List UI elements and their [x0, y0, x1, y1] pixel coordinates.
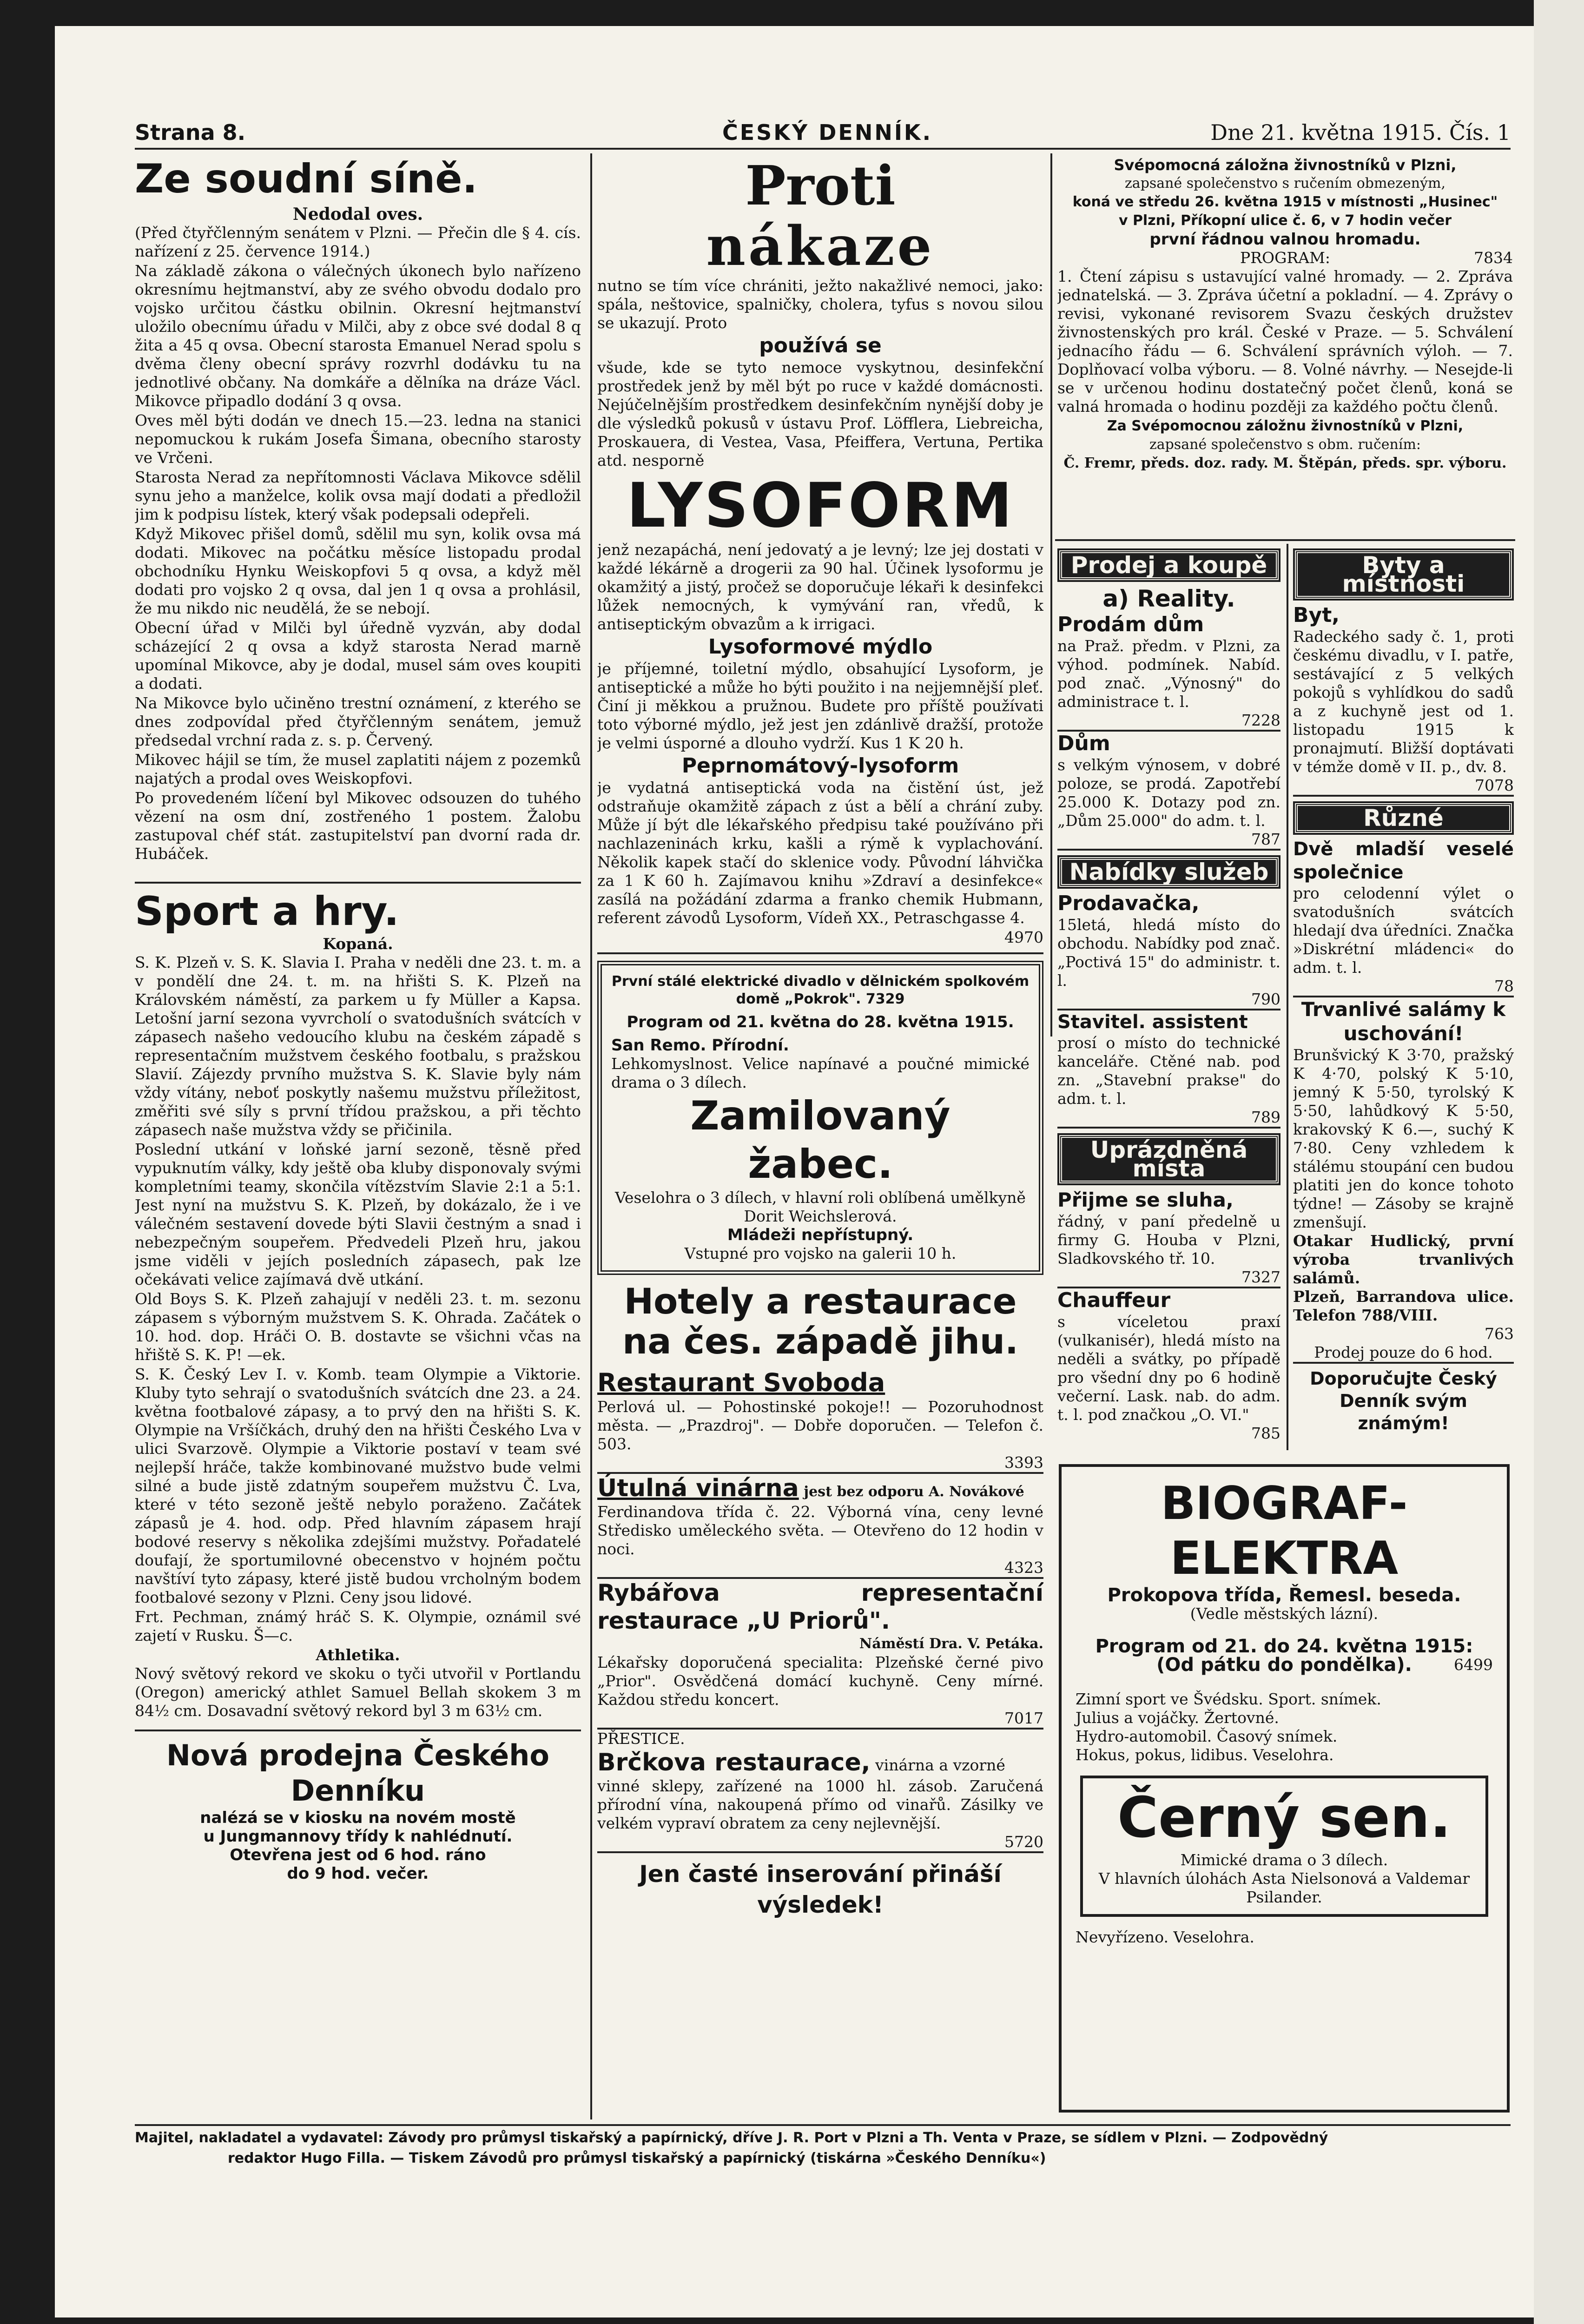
restaurant-name: Útulná vinárna	[597, 1474, 799, 1502]
ad-code: 785	[1251, 1424, 1280, 1442]
ad-subhead: Lysoformové mýdlo	[708, 635, 933, 659]
restaurant-owner: jest bez odporu A. Novákové	[804, 1484, 1024, 1500]
ad-subhead: Peprnomátový-lysoform	[681, 754, 959, 778]
restaurant-ad	[597, 1368, 1043, 1474]
biograf-days-row	[1076, 1656, 1493, 1674]
article-paragraph: Po provedeném líčení byl Mikovec odsouzen do tuhého vězení na osm dní, zostřeného 1 postem. Žalobu zastupoval chéf stát. zastupitelství pan dvorní rada dr. Hubáček.	[135, 789, 581, 863]
ad-subhead: používá se	[759, 334, 882, 357]
category-nabidky: Nabídky služeb	[1059, 857, 1279, 887]
biograf-item: Nevyřízeno. Veselohra.	[1076, 1928, 1254, 1946]
ad-code: 7078	[1475, 776, 1514, 794]
cinema-title: Zamilovaný žabec.	[690, 1093, 950, 1188]
article-paragraph: Mikovec hájil se tím, že musel zaplatiti nájem z pozemků najatých a prodal oves Weiskopfovi.	[135, 751, 581, 787]
masthead-title: ČESKÝ DENNÍK.	[722, 120, 933, 145]
imprint-line: Majitel, nakladatel a vydavatel: Závody pro průmysl tiskařský a papírnický, dříve J. R. Port v Plzni a Th. Venta v Praze, se sídlem v Plzni. — Zodpovědný	[135, 2130, 1328, 2146]
column-rule	[1050, 153, 1052, 1037]
ad-code: 7327	[1241, 1268, 1280, 1286]
kiosk-ad-line: do 9 hod. večer.	[287, 1864, 429, 1883]
column-rule	[590, 153, 592, 2119]
article-paragraph: Obecní úřad v Milči byl úředně vyzván, aby dodal scházející 2 q ovsa a když starosta Nerad marně upomínal Mikovce, aby je dodal, musel sám oves koupiti a dodati.	[135, 619, 581, 693]
feature-film-title: Černý sen.	[1117, 1786, 1451, 1850]
ad-code: 789	[1251, 1108, 1280, 1126]
article-paragraph: (Před čtyřčlenným senátem v Plzni. — Přečin dle § 4. cís. nařízení z 25. července 1914.)	[135, 224, 581, 260]
biograf-item: Julius a vojáčky. Žertovné.	[1076, 1709, 1279, 1727]
sport-section-title: Sport a hry.	[135, 888, 399, 935]
classified-text: Brunšvický K 3·70, pražský K 4·70, polský K 5·10, jemný K 5·50, tyrolský K 5·50, lahůdkový K 5·50, krakovský K 6.—, suchý K 7·80. Ceny vzhledem k stálému stoupání cen budou platiti jen do konce tohoto týdne! — Zásoby se krajně zmenšují.	[1293, 1046, 1514, 1231]
notice-line: v Plzni, Příkopní ulice č. 6, v 7 hodin večer	[1118, 212, 1452, 229]
section-divider	[597, 952, 1043, 954]
issue-date: Dne 21. května 1915. Čís. 1	[1210, 120, 1511, 145]
cinema-head: První stálé elektrické divadlo v dělnickém spolkovém domě „Pokrok". 7329	[611, 973, 1030, 1007]
biograf-address: Prokopova třída, Řemesl. beseda.	[1107, 1585, 1461, 1606]
ad-text: všude, kde se tyto nemoce vyskytnou, desinfekční prostředek jenž by měl být po ruce v každé domácnosti. Nejúčelnějším prostředkem desinfekčním nynější doby je dle výsledků pokusů v ústavu Prof. Löfflera, Liebreicha, Proskauera, di Vestea, Vasa, Pfeiffera, Vertuna, Pertika atd. nesporně	[597, 358, 1043, 469]
ad-code: 78	[1494, 977, 1514, 995]
cinema-desc: Veselohra o 3 dílech, v hlavní roli oblíbená umělkyně Dorit Weichslerová.	[615, 1188, 1026, 1225]
restaurant-text: Lékařsky doporučená specialita: Plzeňské černé pivo „Prior". Osvědčená domácí kuchyně. Ceny mírné. Každou středu koncert.	[597, 1653, 1043, 1709]
classified-text: s víceletou praxí (vulkanisér), hledá místo na neděli a svátky, po případě pro všední dny po 6 hodině večerní. Lask. nab. do adm. t. l. pod značkou „O. VI."	[1057, 1313, 1280, 1424]
biograf-title: BIOGRAF-ELEKTRA	[1161, 1477, 1408, 1585]
classified-address: Plzeň, Barrandova ulice. Telefon 788/VIII.	[1293, 1287, 1514, 1324]
imprint-line: redaktor Hugo Filla. — Tiskem Závodů pro průmysl tiskařský a papírnický (tiskárna »Českého Denníku«)	[228, 2150, 1046, 2166]
restaurant-text: vinné sklepy, zařízené na 1000 hl. zásob. Zaručená přírodní vína, nakoupená přímo od vinařů. Zásilky ve velkém vypraví obratem za ceny nejlevnější.	[597, 1777, 1043, 1832]
classified-head: Trvanlivé salámy k uschování!	[1301, 998, 1506, 1045]
footer-rule	[135, 2124, 1511, 2126]
sport-paragraph: Frt. Pechman, známý hráč S. K. Olympie, oznámil své zajetí v Rusku. Š—c.	[135, 1608, 581, 1644]
restaurant-ad	[597, 1730, 1043, 1853]
notice-line: koná ve středu 26. května 1915 v místnosti „Husinec"	[1072, 194, 1498, 210]
article-paragraph: Na základě zákona o válečných úkonech bylo nařízeno okresnímu hejtmanství, aby ze svého obvodu dodalo pro vojsko určitou částku obilnin. Okresní hejtmanství uložilo obecnímu úřadu v Milči, aby z obce své dodal 8 q žita a 45 q ovsa. Obecní starosta Emanuel Nerad spolu s dvěma členy obecní správy rozvrhl dodávku tu na jednotlivé občany. Na domkáře a dělníka na dráze Václ. Mikovce připadlo dodání 3 q ovsa.	[135, 262, 581, 410]
article-paragraph: Oves měl býti dodán ve dnech 15.—23. ledna na stanici nepomuckou k rukám Josefa Šimana, obecního starosty ve Vrčeni.	[135, 411, 581, 467]
ad-code: 7834	[1474, 249, 1513, 267]
ad-code: 5720	[1004, 1833, 1043, 1851]
category-ruzne: Různé	[1295, 803, 1512, 833]
kiosk-ad-title: Nová prodejna Českého Denníku	[166, 1738, 549, 1808]
ad-code: 763	[1485, 1325, 1514, 1343]
cinema-program: Program od 21. května do 28. května 1915.	[627, 1013, 1014, 1031]
cinema-item: San Remo. Přírodní.	[611, 1036, 789, 1055]
notice-sign: Za Svépomocnou záložnu živnostníků v Plzni,	[1107, 418, 1464, 434]
adjacent-page-edge	[1534, 0, 1584, 2324]
column-1	[135, 156, 581, 2122]
category-uprazdnena: Uprázdněná místa	[1059, 1135, 1279, 1183]
section-title: Ze soudní síně.	[135, 156, 478, 202]
feature-film-desc: Mimické drama o 3 dílech.	[1180, 1851, 1388, 1869]
restaurant-text: Ferdinandova třída č. 22. Výborná vína, ceny levné Středisko uměleckého světa. — Otevřeno do 12 hodin v noci.	[597, 1503, 1043, 1558]
program-text: 1. Čtení zápisu s ustavující valné hromady. — 2. Zpráva jednatelská. — 3. Zpráva účetní a pokladní. — 4. Zprávy o revisi, vykonané revisorem Svazu českých družstev živnostenských pro král. České v Praze. — 5. Schválení jednacího řádu — 6. Schválení správních výloh. — 7. Doplňovací volba výboru. — 8. Volné návrhy. — Nesejde-li se v určenou hodinu dostatečný počet členů, koná se valná hromada o hodinu později za každého počtu členů.	[1057, 267, 1513, 416]
ad-code: 4970	[1004, 928, 1043, 946]
classified-text: řádný, v paní předelně u firmy G. Houba v Plzni, Sladkovského tř. 10.	[1057, 1212, 1280, 1268]
restaurant-name: Restaurant Svoboda	[597, 1368, 885, 1397]
classified-firm: Otakar Hudlický, první výroba trvanlivých salámů.	[1293, 1232, 1514, 1287]
ad-code: 790	[1251, 990, 1280, 1008]
header-rule	[135, 148, 1511, 150]
article-title: Nedodal oves.	[292, 205, 423, 224]
ad-text: je vydatná antiseptická voda na čistění úst, jež odstraňuje okamžitě zápach z úst a bělí a chrání zuby. Může jí být dle lékařského předpisu také používáno při nachlazeninách krku, kašli a rýmě k vyplachování. Několik kapek stačí do sklenice vody. Původní láhvička za 1 K 60 h. Zajímavou knihu »Zdraví a desinfekce« zasílá na požádání zdarma a franko chemik Hubmann, referent závodů Lysoform, Vídeň XX., Petraschgasse 4.	[597, 779, 1043, 927]
sport-paragraph: S. K. Český Lev I. v. Komb. team Olympie a Viktorie. Kluby tyto sehrají o svatodušních svátcích dne 23. a 24. května footbalové zápasy, a to prvý den na hřišti S. K. Olympie na Vršíčkách, druhý den na hřišti Českého Lva v ulici Svarzově. Olympie a Viktorie postaví v team své nejlepší hráče, takže kombinované mužstvo bude velmi silné a bude jistě zdatným soupeřem mužstvu Č. Lva, které v této sezoně ještě nebylo poraženo. Začátek zápasů je 4. hod. odp. Před hlavním zápasem hrají bodové reservy s několika zdejšími mužstvy. Pořadatelé doufají, že sportumilovné obecenstvo v hojném počtu navštíví tyto zápasy, které jistě budou vrcholným bodem footbalové sezony v Plzni. Ceny jsou lidové.	[135, 1365, 581, 1606]
classified-head: Prodám dům	[1057, 613, 1204, 636]
cinema-ad	[597, 961, 1043, 1275]
notice-sign: Č. Fremr, předs. doz. rady. M. Štěpán, předs. spr. výboru.	[1063, 455, 1507, 471]
biograf-item: Hydro-automobil. Časový snímek.	[1076, 1727, 1338, 1745]
hotels-title: Hotely a restaurace na čes. západě jihu.	[622, 1281, 1018, 1362]
classified-head: Stavitel. assistent	[1057, 1011, 1248, 1033]
classified-head: Prodavačka,	[1057, 891, 1200, 915]
sport-paragraph: Nový světový rekord ve skoku o tyči utvořil v Portlandu (Oregon) americký athlet Samuel Bellah skokem 3 m 84½ cm. Dosavadní světový rekord byl 3 m 63½ cm.	[135, 1664, 581, 1720]
restaurant-text: Perlová ul. — Pohostinské pokoje!! — Pozoruhodnost města. — „Prazdroj". — Dobře doporučen. — Telefon č. 503.	[597, 1398, 1043, 1453]
ad-text: jenž nezapáchá, není jedovatý a je levný; lze jej dostati v každé lékárně a drogerii za 90 hal. Účinek lysoformu je okamžitý a jistý, pročež se doporučuje lékaři k desinfekci lůžek nemocných, k vymývání ran, vředů, k antiseptickým obvazům a k irrigaci.	[597, 541, 1043, 633]
biograf-item: Zimní sport ve Švédsku. Sport. snímek.	[1076, 1690, 1381, 1708]
restaurant-ad	[597, 1579, 1043, 1730]
feature-film-box	[1080, 1776, 1488, 1917]
classified-text: Radeckého sady č. 1, proti českému divadlu, v I. patře, sestávající z 5 velkých pokojů s vyhlídkou do sadů a z kuchyně jest od 1. listopadu 1915 k pronajmutí. Bližší doptávati v témže domě v II. p., dv. 8.	[1293, 627, 1514, 776]
imprint	[135, 2128, 1511, 2174]
column-rule	[1287, 544, 1288, 1450]
section-divider	[135, 1730, 581, 1731]
notice-head: Svépomocná záložna živnostníků v Plzni,	[1114, 156, 1457, 174]
column-3-top	[1057, 156, 1513, 537]
restaurant-name: Rybářova representační restaurace „U Priorů".	[597, 1579, 1043, 1634]
restaurant-town: PŘESTICE.	[597, 1730, 685, 1748]
ad-code: 7017	[1004, 1709, 1043, 1727]
classified-head: Přijme se sluha,	[1057, 1188, 1234, 1211]
classified-column-b	[1293, 544, 1514, 1450]
classified-head: Dvě mladší veselé společnice	[1293, 838, 1514, 883]
notice-line: zapsané společenstvo s ručením obmezeným,	[1125, 175, 1445, 191]
ad-text: je příjemné, toiletní mýdlo, obsahující Lysoform, je antiseptické a může ho býti použito i na nejjemnější pleť. Činí ji měkkou a pružnou. Budete pro příště používati toto výborné mýdlo, jež jest jen zdánlivě dražší, protože je velmi úsporné a dlouho vydrží. Kus 1 K 20 h.	[597, 660, 1043, 752]
promo-text: Doporučujte Český Denník svým známým!	[1310, 1368, 1497, 1433]
biograf-address2: (Vedle městských lázní).	[1190, 1604, 1379, 1623]
section-divider	[1055, 539, 1515, 541]
ad-code: 7228	[1241, 711, 1280, 729]
ad-code: 4323	[1004, 1558, 1043, 1577]
biograf-ad	[1059, 1464, 1510, 2113]
kiosk-ad-line: nalézá se v kiosku na novém mostě	[200, 1809, 516, 1827]
cinema-youth: Mládeži nepřístupný.	[727, 1226, 914, 1244]
classified-head: Byt,	[1293, 603, 1340, 627]
sport-paragraph: S. K. Plzeň v. S. K. Slavia I. Praha v neděli dne 23. t. m. a v pondělí dne 24. t. m. na hřišti S. K. Plzeň na Královském náměstí, za parkem u fy Müller a Kapsa. Letošní jarní sezona vyvrcholí o svatodušních svátcích v zápasech našeho vedoucího klubu na českém západě s representačním mužstvem českého footbalu, s pražskou Slavií. Zájezdy prvního mužstva S. K. Slavie byly nám vždy vítány, neboť poskytly našemu mužstvu příležitost, změřiti své síly s první třídou pražskou, a při těchto zápasech naše mužstva vždy se přičinila.	[135, 953, 581, 1139]
category-byty: Byty a místnosti	[1295, 550, 1512, 599]
restaurant-address: Náměstí Dra. V. Petáka.	[859, 1636, 1043, 1652]
ad-code: 6499	[1454, 1656, 1493, 1674]
article-paragraph: Když Mikovec přišel domů, sdělil mu syn, kolik ovsa má dodati. Mikovec na počátku měsíce listopadu prodal obchodníku Hynku Weiskopfovi 5 q ovsa, a když měl dodati pro vojsko 2 q ovsa, dal jen 1 q ovsa a prohlásil, že mu nikdo nic neudělá, že se nebojí.	[135, 525, 581, 617]
ad-code: 787	[1251, 830, 1280, 848]
notice-sign: zapsané společenstvo s obm. ručením:	[1149, 436, 1421, 453]
biograf-days: (Od pátku do pondělka).	[1156, 1654, 1412, 1676]
biograf-item: Hokus, pokus, lidibus. Veselohra.	[1076, 1746, 1334, 1764]
classified-text: Prodej pouze do 6 hod.	[1314, 1343, 1493, 1361]
column-2	[597, 156, 1043, 2122]
classified-head: Dům	[1057, 732, 1110, 755]
classified-text: pro celodenní výlet o svatodušních svátcích hledají dva úředníci. Značka »Diskrétní mládenci« do adm. t. l.	[1293, 884, 1514, 977]
classified-head: Chauffeur	[1057, 1288, 1171, 1312]
sport-paragraph: Poslední utkání v loňské jarní sezoně, těsně před vypuknutím války, kdy ještě oba kluby disponovaly svými kompletními teamy, skončila vítězstvím Slavie 2:1 a 5:1. Jest nyní na mužstvu S. K. Plzeň, by dokázalo, že i ve válečném sestavení dovede býti Slavii čestným a snad i nebezpečným soupeřem. Předvedeli Plzeň hru, jakou jsme viděli v jejích posledních zápasech, pak lze očekávati velice zajímavá dvě utkání.	[135, 1140, 581, 1288]
restaurant-small: vinárna a vzorné	[875, 1756, 1005, 1774]
classified-text: s velkým výnosem, v dobré poloze, se prodá. Zapotřebí 25.000 K. Dotazy pod zn. „Dům 25.000" do adm. t. l.	[1057, 756, 1280, 830]
cinema-entry: Vstupné pro vojsko na galerii 10 h.	[684, 1244, 957, 1262]
biograf-program: Program od 21. do 24. května 1915:	[1095, 1636, 1473, 1657]
ad-code: 3393	[1004, 1453, 1043, 1472]
feature-film-cast: V hlavních úlohách Asta Nielsonová a Valdemar Psilander.	[1098, 1869, 1470, 1906]
ad-text: nutno se tím více chrániti, ježto nakažlivé nemoci, jako: spála, neštovice, spalničky, cholera, tyfus s novou silou se ukazují. Proto	[597, 277, 1043, 332]
classified-text: 15letá, hledá místo do obchodu. Nabídky pod znač. „Poctivá 15" do administr. t. l.	[1057, 916, 1280, 990]
section-divider	[135, 882, 581, 884]
category-prodej: Prodej a koupě	[1059, 550, 1279, 580]
restaurant-ad	[597, 1474, 1043, 1579]
ad-headline: Proti	[745, 156, 896, 218]
page-number: Strana 8.	[135, 120, 246, 145]
brand-name: LYSOFORM	[627, 470, 1014, 541]
program-head-row	[1057, 249, 1513, 267]
notice-line: první řádnou valnou hromadu.	[1149, 230, 1421, 249]
program-head: PROGRAM:	[1240, 249, 1331, 267]
subsection-title: Kopaná.	[323, 935, 393, 953]
classified-text: na Praž. předm. v Plzni, za výhod. podmínek. Nabíd. pod znač. „Výnosný" do administrace t. l.	[1057, 637, 1280, 711]
subcategory: a) Reality.	[1102, 585, 1235, 612]
article-paragraph: Na Mikovce bylo učiněno trestní oznámení, z kterého se dnes zodpovídal před čtyřčlenným senátem, jemuž předsedal vrchní rada z. s. p. Červený.	[135, 694, 581, 749]
subsection-title: Athletika.	[316, 1646, 400, 1664]
article-paragraph: Starosta Nerad za nepřítomnosti Václava Mikovce sdělil synu jeho a manželce, kolik ovsa mají dodati a předložil jim k podpisu lístek, který však podepsali odepřeli.	[135, 468, 581, 523]
restaurant-name: Brčkova restaurace,	[597, 1749, 871, 1776]
cinema-item: Lehkomyslnost. Velice napínavé a poučné mimické drama o 3 dílech.	[611, 1055, 1030, 1091]
kiosk-ad-line: u Jungmannovy třídy k nahlédnutí.	[203, 1827, 513, 1846]
kiosk-ad-line: Otevřena jest od 6 hod. ráno	[230, 1846, 486, 1864]
classified-text: prosí o místo do technické kanceláře. Ctěné nab. pod zn. „Stavební prakse" do adm. t. l.	[1057, 1034, 1280, 1108]
sport-paragraph: Old Boys S. K. Plzeň zahajují v neděli 23. t. m. sezonu zápasem s výborným mužstvem S. K. Ohrada. Začátek o 10. hod. dop. Hráči O. B. dostavte se všichni včas na hřiště S. K. P! —ek.	[135, 1290, 581, 1364]
ad-headline: nákaze	[706, 215, 935, 278]
classified-column-a	[1057, 544, 1280, 1450]
slogan: Jen časté inserování přináší výsledek!	[639, 1861, 1002, 1918]
